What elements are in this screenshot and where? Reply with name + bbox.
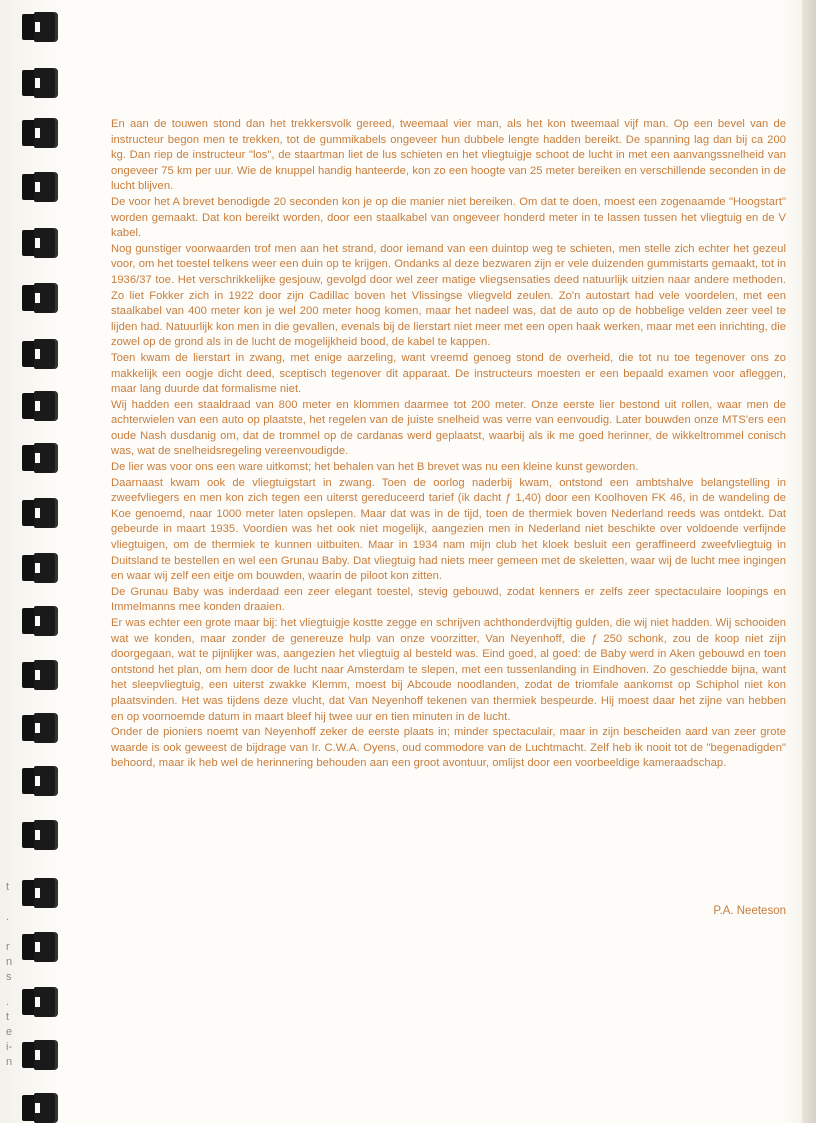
binder-ring	[22, 68, 60, 98]
paragraph: De Grunau Baby was inderdaad een zeer elegant toestel, stevig gebouwd, zodat kenners er zelfs zeer spectaculaire loopings en Immelmanns mee konden draaien.	[111, 585, 786, 614]
binder-ring	[22, 820, 60, 850]
paragraph: Er was echter een grote maar bij: het vliegtuigje kostte zegge en schrijven achthonderdvijftig gulden, die wij niet hadden. Wij schooiden wat we konden, maar zonder de genereuze hulp van onze voorzitter, Van Neyenhoff, die ƒ 250 schonk, zou de koop niet zijn doorgegaan, wat te pijnlijker was, aangezien het vliegtuig al besteld was. Eind goed, al goed: de Baby werd in Aken gebouwd en toen ontstond het plan, om hem door de lucht naar Amsterdam te slepen, met een tussenlanding in Eindhoven. Zo geschiedde bijna, want het sleepvliegtuig, een uiterst zwakke Klemm, moest bij Abcoude noodlanden, zodat de triomfale aankomst op Schiphol niet kon plaatsvinden. Het was tijdens deze vlucht, dat Van Neyenhoff tekenen van thermiek bespeurde. Hij moest daar het zijne van hebben en op voornoemde datum in maart bleef hij twee uur en tien minuten in de lucht.	[111, 617, 786, 723]
binder-ring	[22, 228, 60, 258]
binder-ring	[22, 932, 60, 962]
binder-ring	[22, 1093, 60, 1123]
binder-ring	[22, 713, 60, 743]
binder-ring	[22, 443, 60, 473]
binder-ring	[22, 283, 60, 313]
paragraph: De voor het A brevet benodigde 20 seconden kon je op die manier niet bereiken. Om dat te doen, moest een zogenaamde "Hoogstart" worden gemaakt. Dat kon bereikt worden, door een staalkabel van ongeveer honderd meter in te lassen tussen het vliegtuig en de V kabel.	[111, 195, 786, 240]
binder-ring	[22, 660, 60, 690]
binder-ring	[22, 172, 60, 202]
paragraph: Wij hadden een staaldraad van 800 meter en klommen daarmee tot 200 meter. Onze eerste lier bestond uit rollen, waar men de achterwielen van een auto op plaatste, het regelen van de juiste snelheid was verre van eenvoudig. Later bouwden onze MTS'ers een oude Nash dusdanig om, dat de trommel op de cardanas werd geplaatst, waarbij als ik me goed herinner, de wikkeltrommel conisch was, wat de snelheidsregeling vereenvoudigde.	[111, 398, 786, 458]
page-edge	[802, 0, 816, 1123]
binder-ring	[22, 606, 60, 636]
paragraph: De lier was voor ons een ware uitkomst; het behalen van het B brevet was nu een kleine kunst geworden.	[111, 461, 639, 474]
binder-ring	[22, 498, 60, 528]
paragraph: Daarnaast kwam ook de vliegtuigstart in zwang. Toen de oorlog naderbij kwam, ontstond een ambtshalve belangstelling in zweefvliegers en men kon zich tegen een uiterst gereduceerd tarief (ik dacht ƒ 1,40) door een Koolhoven FK 46, in de wandeling de Koe genoemd, naar 1000 meter laten opslepen. Maar dat was in de tijd, toen de thermiek boven Nederland reeds was ontdekt. Dat gebeurde in maart 1935. Voordien was het ook niet mogelijk, aangezien men in Nederland niet beschikte over voldoende verfijnde vliegtuigen, om de thermiek te kunnen uitbuiten. Maar in 1934 nam mijn club het kloek besluit een geraffineerd zweefvliegtuig in Duitsland te bestellen en wel een Grunau Baby. Dat vliegtuig had niets meer gemeen met de skeletten, waar wij de lucht mee ingingen en waar wij zelf een eitje om bouwden, waarin de piloot kon zitten.	[111, 476, 786, 583]
binder-ring	[22, 878, 60, 908]
binder-ring	[22, 12, 60, 42]
binder-ring	[22, 553, 60, 583]
binder-ring	[22, 987, 60, 1017]
binder-ring	[22, 766, 60, 796]
binder-ring	[22, 391, 60, 421]
article-body	[111, 117, 786, 772]
paragraph: Onder de pioniers noemt van Neyenhoff zeker de eerste plaats in; minder spectaculair, maar in zijn bescheiden aard van zeer grote waarde is ook geweest de bijdrage van Ir. C.W.A. Oyens, oud commodore van de Luchtmacht. Zelf heb ik nooit tot de "begenadigden" behoord, maar ik heb wel de herinnering behouden aan een groot avontuur, omlijst door een voorbeeldige kameraadschap.	[111, 726, 786, 770]
paragraph: Nog gunstiger voorwaarden trof men aan het strand, door iemand van een duintop weg te schieten, men stelle zich echter het gezeul voor, om het toestel telkens weer een duin op te krijgen. Ondanks al deze bezwaren zijn er vele duizenden gummistarts gemaakt, tot in 1936/37 toe. Het verschrikkelijke gesjouw, gevolgd door wel zeer matige vliegsensaties deed natuurlijk uitzien naar andere methoden. Zo liet Fokker zich in 1922 door zijn Cadillac boven het Vlissingse vliegveld zeulen. Zo'n autostart had vele voordelen, met een staalkabel van 400 meter kon je wel 200 meter hoog komen, maar het nadeel was, dat de auto op de hobbelige velden zeer veel te lijden had. Natuurlijk kon men in die gevallen, evenals bij de lierstart niet meer met een open haak werken, maar met een inrichting, die zowel op de grond als in de lucht de mogelijkheid bood, de kabel te kappen.	[111, 242, 786, 349]
binder-ring	[22, 339, 60, 369]
spiral-binding	[22, 0, 62, 1123]
paragraph: Toen kwam de lierstart in zwang, met enige aarzeling, want vreemd genoeg stond de overheid, die tot nu toe tegenover ons zo makkelijk een oogje dicht deed, sceptisch tegenover dit apparaat. De instructeurs moesten er een bepaald examen voor afleggen, maar lang duurde dat formalisme niet.	[111, 351, 786, 396]
binder-ring	[22, 118, 60, 148]
margin-text-fragment: . t e i- n	[6, 996, 13, 1068]
margin-text-fragment: t . r n s	[6, 881, 13, 983]
author-signature: P.A. Neeteson	[713, 905, 786, 917]
binder-ring	[22, 1040, 60, 1070]
paragraph: En aan de touwen stond dan het trekkersvolk gereed, tweemaal vier man, als het kon tweemaal vijf man. Op een bevel van de instructeur begon men te trekken, tot de gummikabels ongeveer hun dubbele lengte hadden bereikt. De spanning lag dan bij ca 200 kg. Dan riep de instructeur "los", de staartman liet de lus schieten en het vliegtuigje schoot de lucht in met een aanvangssnelheid van ongeveer 75 km per uur. Wie de knuppel handig hanteerde, kon zo een hoogte van 25 meter bereiken en verschillende seconden in de lucht blijven.	[111, 118, 786, 193]
